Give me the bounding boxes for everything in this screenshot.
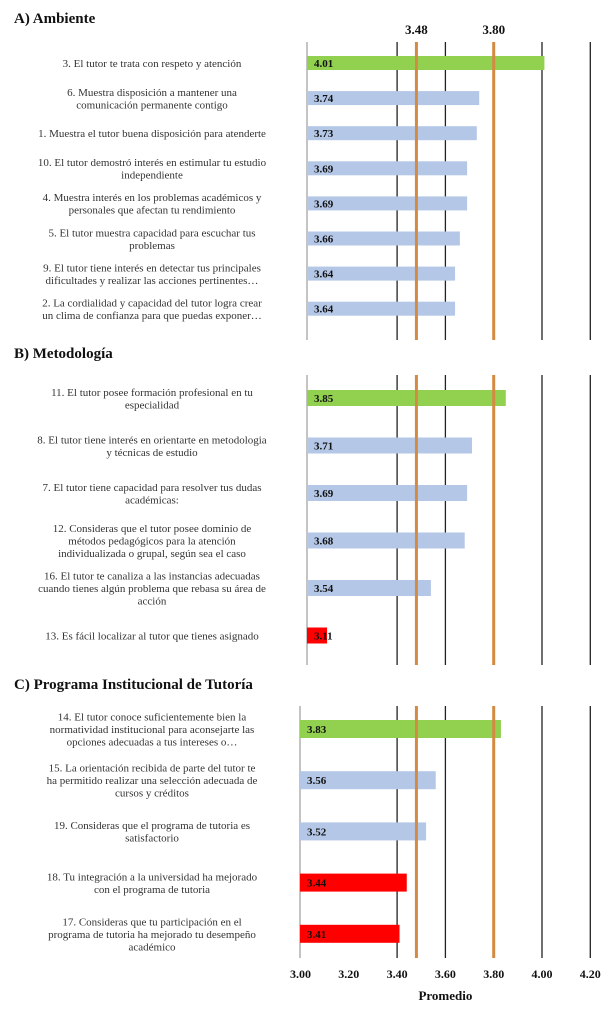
bar-value-label: 3.69 (314, 198, 334, 211)
category-label: métodos pedagógicos para la atención (68, 535, 236, 548)
category-label: 13. Es fácil localizar al tutor que tienes asignado (45, 630, 259, 643)
category-label: programa de tutoria ha mejorado tu desempeño (48, 928, 256, 941)
category-label: 4. Muestra interés en los problemas académicos y (42, 192, 262, 205)
bar-value-label: 3.41 (307, 928, 327, 941)
bar-value-label: 3.71 (314, 440, 334, 453)
category-label: 15. La orientación recibida de parte del tutor te (48, 762, 256, 775)
bar (307, 390, 506, 406)
category-label: académicas: (125, 494, 179, 507)
bar (307, 56, 544, 70)
category-label: 19. Consideras que el programa de tutoria es (53, 820, 251, 833)
x-tick-label: 3.00 (290, 967, 311, 981)
category-label: un clima de confianza para que puedas exponer… (42, 309, 262, 322)
bar-value-label: 3.68 (314, 535, 334, 548)
bar-value-label: 3.83 (307, 724, 327, 736)
bar-value-label: 3.66 (314, 233, 334, 246)
category-label: 8. El tutor tiene interés en orientarte en metodologia (37, 434, 267, 447)
category-label: cuando tienes algún problema que rebasa su área de (38, 583, 266, 595)
category-label: y técnicas de estudio (106, 446, 198, 459)
bar-value-label: 3.69 (314, 163, 334, 176)
category-label: 12. Consideras que el tutor posee dominio de (52, 523, 252, 535)
category-label: normatividad institucional para aconsejarte las (49, 724, 255, 736)
category-label: 16. El tutor te canaliza a las instancias adecuadas (44, 570, 260, 583)
bar-value-label: 4.01 (314, 58, 334, 70)
x-tick-label: 3.60 (434, 967, 456, 981)
x-tick-label: 3.80 (483, 967, 505, 981)
x-tick-label: 4.00 (531, 967, 553, 981)
category-label: problemas (129, 239, 175, 252)
category-label: satisfactorio (125, 832, 179, 845)
bar (300, 720, 501, 738)
x-tick-label: 4.20 (579, 967, 601, 981)
x-tick-label: 3.20 (338, 967, 360, 981)
bar-value-label: 3.56 (307, 775, 327, 788)
bar-value-label: 3.74 (314, 93, 334, 106)
category-label: individualizada o grupal, según sea el caso (58, 548, 246, 560)
category-label: 7. El tutor tiene capacidad para resolver tus dudas (42, 481, 262, 494)
section-title: A) Ambiente (14, 11, 96, 27)
x-tick-label: 3.40 (386, 967, 408, 981)
category-label: cursos y créditos (115, 787, 189, 800)
category-label: 17. Consideras que tu participación en el (62, 916, 242, 929)
category-label: comunicación permanente contigo (76, 99, 228, 112)
bar-value-label: 3.44 (307, 877, 327, 890)
category-label: 6. Muestra disposición a mantener una (67, 86, 237, 99)
category-label: 3. El tutor te trata con respeto y atención (62, 58, 242, 70)
category-label: 9. El tutor tiene interés en detectar tus principales (43, 262, 261, 275)
category-label: 10. El tutor demostró interés en estimular tu estudio (37, 157, 267, 170)
x-axis-title: Promedio (418, 988, 473, 1003)
reference-line-label: 3.48 (405, 22, 428, 37)
bar-value-label: 3.64 (314, 268, 334, 281)
category-label: 5. El tutor muestra capacidad para escuchar tus (48, 227, 256, 240)
category-label: ha permitido realizar una selección adecuada de (46, 775, 258, 788)
category-label: acción (137, 595, 167, 608)
bar-value-label: 3.69 (314, 488, 334, 500)
category-label: 18. Tu integración a la universidad ha mejorado (46, 871, 258, 884)
bar-value-label: 3.54 (314, 583, 334, 595)
category-label: con el programa de tutoria (93, 883, 211, 896)
category-label: 14. El tutor conoce suficientemente bien la (57, 711, 247, 724)
category-label: 1. Muestra el tutor buena disposición para atenderte (38, 128, 266, 141)
category-label: académico (128, 941, 176, 954)
reference-line-label: 3.80 (482, 22, 506, 37)
category-label: independiente (121, 169, 183, 182)
category-label: opciones adecuadas a tus intereses o… (66, 736, 238, 749)
category-label: especialidad (124, 399, 180, 412)
category-label: 2. La cordialidad y capacidad del tutor logra crear (42, 297, 262, 310)
section-title: B) Metodología (14, 346, 113, 362)
category-label: personales que afectan tu rendimiento (68, 204, 236, 217)
category-label: 11. El tutor posee formación profesional en tu (51, 386, 253, 399)
bar-value-label: 3.11 (314, 630, 333, 643)
section-title: C) Programa Institucional de Tutoría (14, 677, 253, 693)
bar-value-label: 3.64 (314, 303, 334, 316)
bar-value-label: 3.85 (314, 393, 334, 405)
category-label: dificultades y realizar las acciones pertinentes… (45, 274, 259, 287)
bar-value-label: 3.73 (314, 128, 334, 141)
bar-value-label: 3.52 (307, 826, 327, 839)
